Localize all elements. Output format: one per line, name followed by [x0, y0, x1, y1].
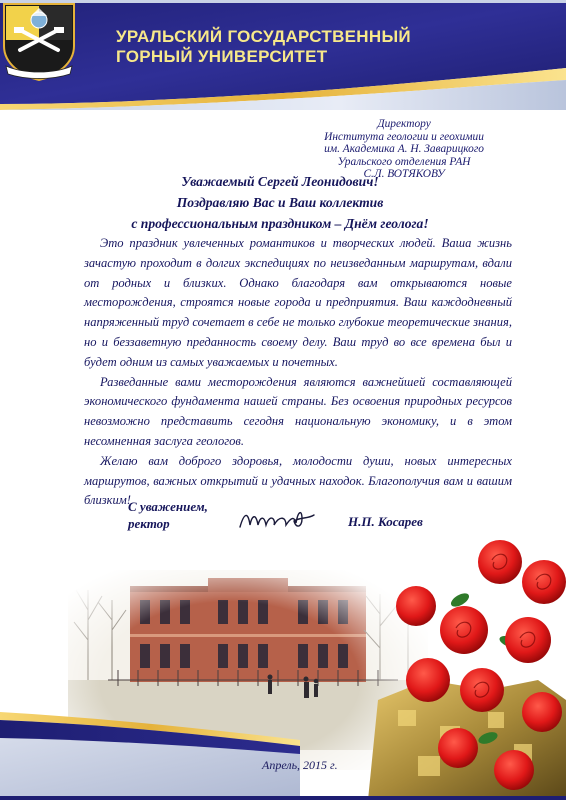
addressee-line: Уральского отделения РАН: [337, 155, 471, 168]
signature-position: ректор: [128, 516, 170, 531]
university-name-line1: УРАЛЬСКИЙ ГОСУДАРСТВЕННЫЙ: [116, 27, 411, 46]
university-emblem: [0, 0, 78, 82]
university-name: [116, 27, 546, 67]
signature-closing: С уважением,: [128, 499, 208, 514]
signature-name: Н.П. Косарев: [348, 514, 423, 529]
header-band: [0, 0, 566, 110]
greeting-line: Поздравляю Вас и Ваш коллектив: [176, 195, 384, 210]
letter-date: Апрель, 2015 г.: [262, 758, 338, 772]
university-name-line2: ГОРНЫЙ УНИВЕРСИТЕТ: [116, 47, 328, 66]
body-paragraph: Желаю вам доброго здоровья, молодости души, новых интересных маршрутов, важных открытий и удачных находок. Благополучия вам и вашим близким!: [84, 453, 512, 508]
signature-regards: [128, 498, 208, 532]
letter-body: [84, 234, 512, 511]
body-paragraph: Разведанные вами месторождения являются важнейшей составляющей экономического фундамента нашей страны. Без освоения природных ресурсов невозможно представить сегодня национальную экономику, и в этом несомненная заслуга геологов.: [84, 374, 512, 448]
body-paragraph: Это праздник увлеченных романтиков и творческих людей. Ваша жизнь зачастую проходит в долгих экспедициях по неизведанным маршрутам, вдали от родных и близких. Однако благодаря вам открываются новые месторождения, строятся новые города и предприятия. Ваш каждодневный напряженный труд сочетает в себе не только глубокие теоретические знания, но и беззаветную преданность своему делу. Ваш труд во все времена был и будет одним из самых уважаемых и почетных.: [84, 236, 512, 369]
addressee-line: Института геологии и геохимии: [324, 130, 484, 143]
addressee-line: Директору: [377, 118, 431, 130]
footer-band: [0, 706, 566, 800]
greeting-salutation: Уважаемый Сергей Леонидович!: [181, 174, 379, 189]
greeting-line: с профессиональным праздником – Днём геолога!: [131, 216, 429, 231]
addressee-line: С.Л. ВОТЯКОВУ: [363, 168, 445, 181]
addressee-line: им. Академика А. Н. Заварицкого: [324, 143, 484, 156]
greeting-block: [60, 171, 500, 234]
